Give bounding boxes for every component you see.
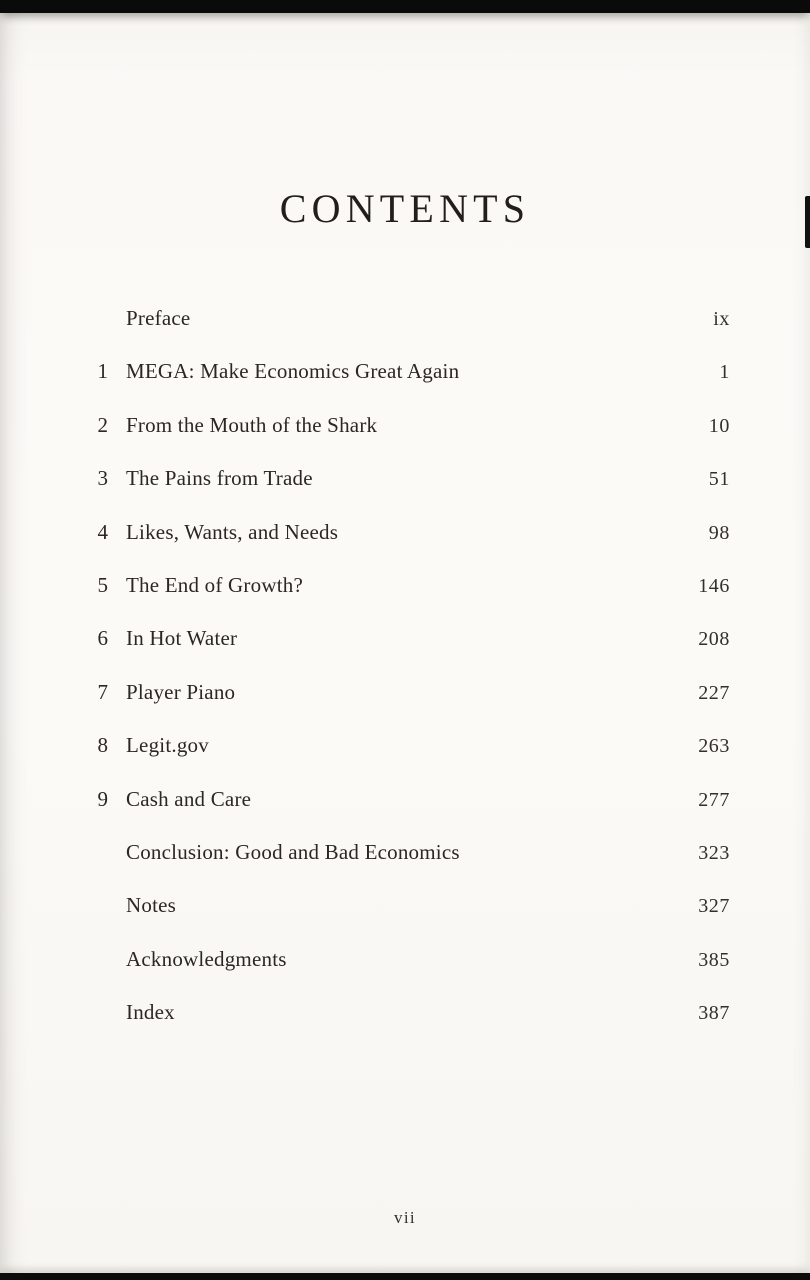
toc-entry-title: Index bbox=[126, 1000, 175, 1025]
toc-entry-number: 7 bbox=[97, 679, 108, 704]
toc-entry-number: 5 bbox=[97, 572, 108, 597]
page-folio: vii bbox=[393, 1208, 417, 1227]
scan-top-edge bbox=[0, 0, 810, 13]
toc-entry bbox=[80, 680, 730, 733]
toc-entry bbox=[80, 520, 730, 573]
toc-entry bbox=[80, 626, 730, 679]
scan-bottom-edge bbox=[0, 1273, 810, 1280]
toc-entry bbox=[80, 840, 730, 893]
toc-entry bbox=[80, 787, 730, 840]
toc-entry-title: The Pains from Trade bbox=[126, 466, 313, 491]
toc-entry bbox=[80, 466, 730, 519]
toc-entry bbox=[80, 413, 730, 466]
toc-entry-title: MEGA: Make Economics Great Again bbox=[126, 359, 460, 384]
page-title: CONTENTS bbox=[279, 185, 531, 231]
toc-entry-title: From the Mouth of the Shark bbox=[126, 412, 378, 437]
toc-entry-number: 4 bbox=[97, 519, 108, 544]
toc-entry-page: 10 bbox=[708, 414, 730, 437]
toc-entry-title: Likes, Wants, and Needs bbox=[126, 519, 339, 544]
toc-entry-number: 9 bbox=[97, 786, 108, 811]
toc-entry-title: Preface bbox=[126, 306, 191, 330]
toc-entry-page: 323 bbox=[698, 841, 730, 864]
toc-entry bbox=[80, 573, 730, 626]
toc-entry-title: Conclusion: Good and Bad Economics bbox=[126, 839, 460, 864]
toc-entry bbox=[80, 893, 730, 946]
toc-entry-page: 263 bbox=[698, 735, 730, 758]
toc-entry-number: 1 bbox=[97, 359, 108, 384]
toc-entry-page: 98 bbox=[708, 521, 730, 544]
toc-entry-page: 208 bbox=[698, 628, 730, 651]
toc-entry-page: 146 bbox=[698, 574, 730, 597]
toc-entry-number: 3 bbox=[97, 466, 108, 491]
toc-entry-page: 385 bbox=[698, 948, 730, 971]
toc-entry bbox=[80, 306, 730, 359]
toc-entry bbox=[80, 1000, 730, 1053]
toc-entry-title: Acknowledgments bbox=[126, 946, 287, 971]
toc-entry-title: Notes bbox=[126, 893, 177, 918]
toc-entry-title: Cash and Care bbox=[126, 786, 252, 811]
toc-entry-number: 6 bbox=[97, 626, 108, 651]
toc-entry bbox=[80, 733, 730, 786]
toc-entry-page: 327 bbox=[698, 895, 730, 918]
toc-entry-number: 2 bbox=[97, 412, 108, 437]
toc-entry-number: 8 bbox=[97, 733, 108, 758]
toc-entry-page: 51 bbox=[708, 468, 730, 491]
toc-entry bbox=[80, 947, 730, 1000]
toc-entry-page: 1 bbox=[719, 361, 730, 384]
toc-entry-title: Legit.gov bbox=[126, 733, 209, 758]
toc-entry-title: In Hot Water bbox=[126, 626, 238, 651]
toc-list bbox=[80, 306, 730, 1053]
toc-entry-title: Player Piano bbox=[126, 679, 236, 704]
toc-entry-page: 227 bbox=[698, 681, 730, 704]
toc-entry-page: 277 bbox=[698, 788, 730, 811]
toc-entry-page: 387 bbox=[698, 1002, 730, 1025]
toc-entry bbox=[80, 359, 730, 412]
toc-entry-page: ix bbox=[713, 308, 730, 330]
toc-entry-title: The End of Growth? bbox=[126, 572, 303, 597]
